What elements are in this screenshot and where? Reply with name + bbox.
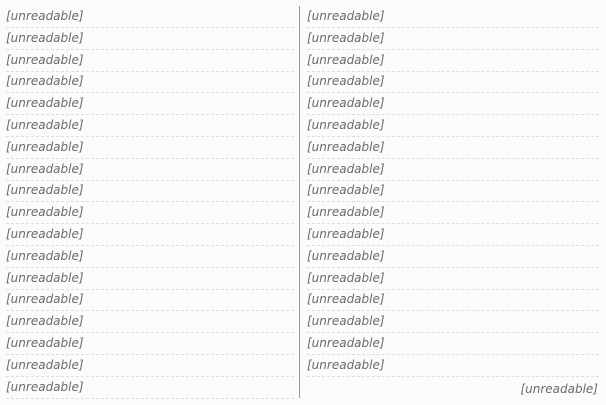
text-line: [unreadable]	[307, 114, 599, 137]
text-line: [unreadable]	[307, 136, 599, 159]
text-line: [unreadable]	[6, 27, 294, 50]
text-line: [unreadable]	[6, 354, 294, 377]
text-line: [unreadable]	[6, 288, 294, 311]
text-line: [unreadable]	[6, 158, 294, 181]
text-line: [unreadable]	[307, 5, 599, 28]
agency-credit: [unreadable]	[520, 382, 598, 396]
column-divider	[299, 6, 300, 398]
text-line: [unreadable]	[6, 5, 294, 28]
text-line: [unreadable]	[6, 114, 294, 137]
text-line: [unreadable]	[6, 201, 294, 224]
text-line: [unreadable]	[307, 201, 599, 224]
text-line: [unreadable]	[6, 332, 294, 355]
text-line: [unreadable]	[307, 158, 599, 181]
text-line: [unreadable]	[307, 70, 599, 93]
text-line: [unreadable]	[6, 92, 294, 115]
text-line: [unreadable]	[307, 179, 599, 202]
text-line: [unreadable]	[6, 136, 294, 159]
text-line: [unreadable]	[307, 288, 599, 311]
text-line: [unreadable]	[6, 245, 294, 268]
text-line: [unreadable]	[307, 267, 599, 290]
text-line: [unreadable]	[307, 332, 599, 355]
left-column	[6, 5, 294, 400]
text-line: [unreadable]	[6, 267, 294, 290]
text-line: [unreadable]	[307, 92, 599, 115]
text-line: [unreadable]	[307, 49, 599, 72]
text-line: [unreadable]	[6, 70, 294, 93]
text-line: [unreadable]	[307, 223, 599, 246]
right-column	[307, 5, 599, 400]
text-line: [unreadable]	[6, 310, 294, 333]
text-line: [unreadable]	[307, 27, 599, 50]
text-line: [unreadable]	[6, 179, 294, 202]
text-line: [unreadable]	[6, 223, 294, 246]
text-line: [unreadable]	[307, 310, 599, 333]
text-line: [unreadable]	[6, 49, 294, 72]
text-line: [unreadable]	[6, 376, 294, 399]
text-line: [unreadable]	[307, 354, 599, 377]
text-line: [unreadable]	[307, 245, 599, 268]
